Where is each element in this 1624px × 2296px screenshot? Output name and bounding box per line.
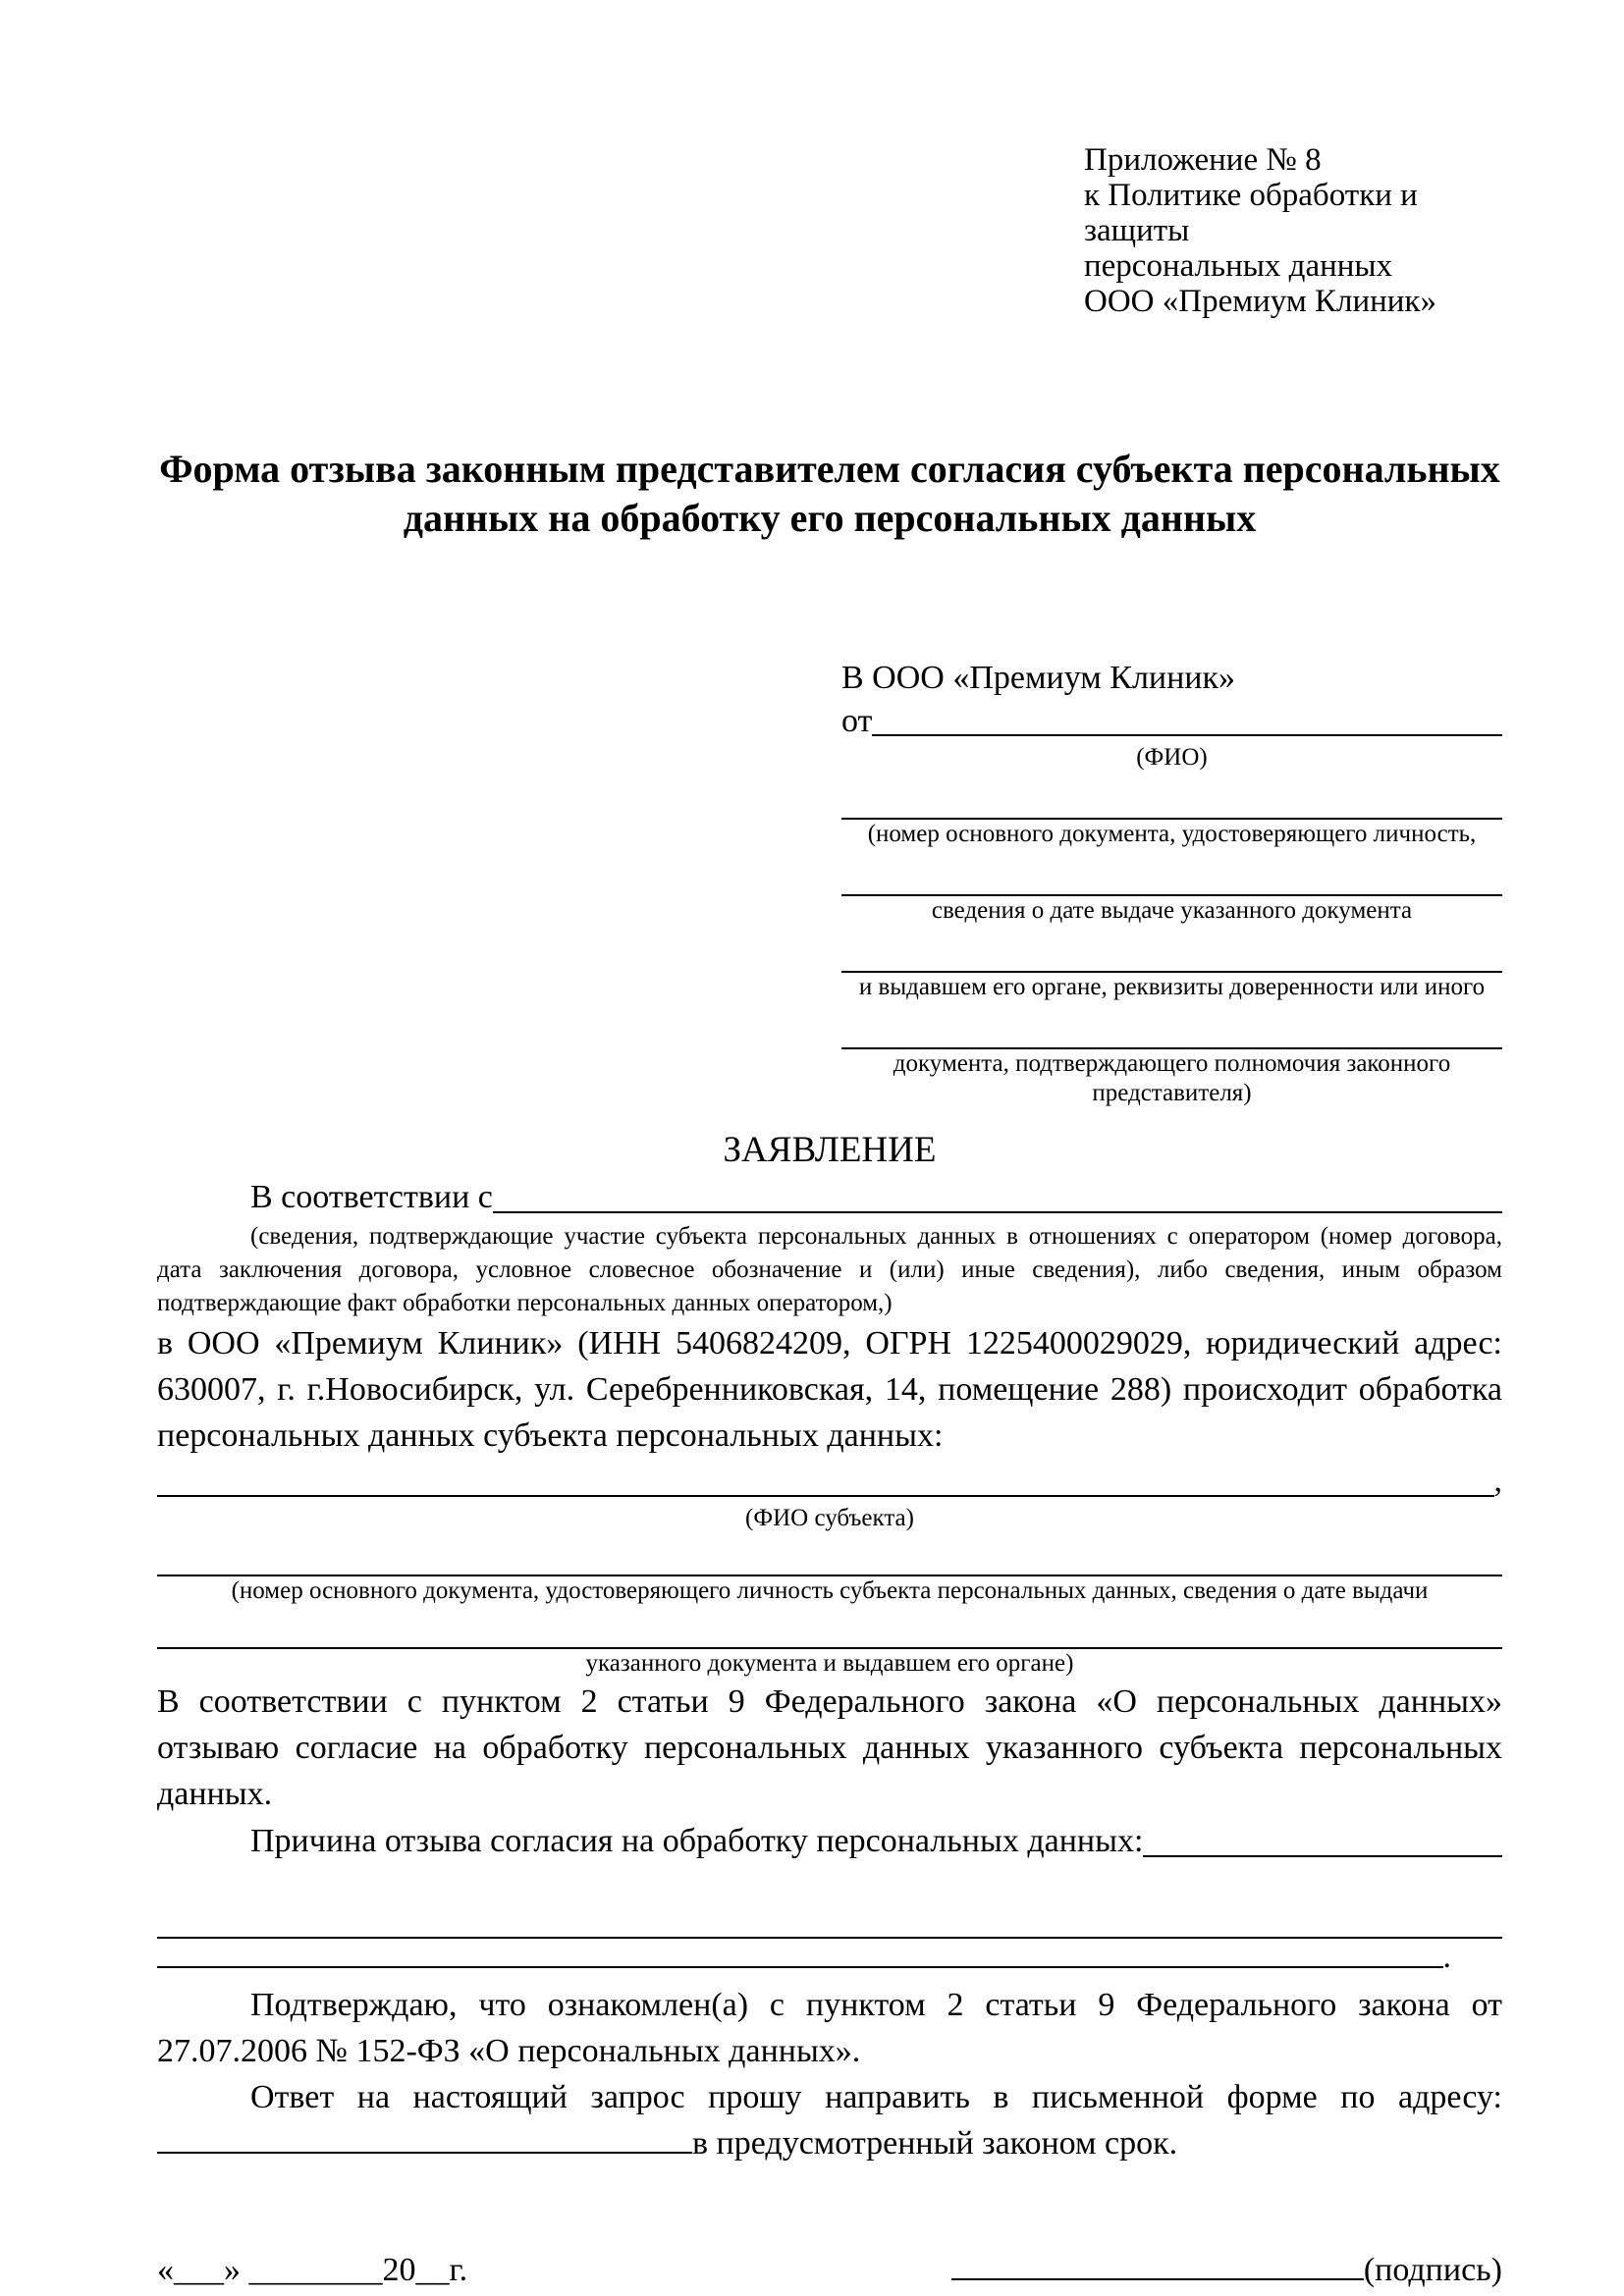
- signature-group: [951, 2247, 1502, 2292]
- fio-caption: (ФИО): [1136, 744, 1208, 771]
- reply-tail: в предусмотренный законом срок.: [692, 2125, 1178, 2162]
- reason-blank-line: [1143, 1855, 1502, 1857]
- reason-blank-row-3: [157, 1939, 1451, 1976]
- subject-fio-row: [157, 1459, 1502, 1504]
- subject-doc-blank-line: [157, 1533, 1502, 1576]
- annex-line: ООО «Премиум Клиник»: [1084, 284, 1436, 319]
- operator-paragraph: в ООО «Премиум Клиник» (ИНН 5406824209, ОГРН 1225400029029, юридический адрес: 630007, г. г.Новосибирск, ул. Серебренниковская, 14, помещение 288) происходит обработка персональных данных субъекта персональных данных:: [157, 1325, 1502, 1454]
- signature-blank-line: [951, 2247, 1364, 2280]
- basis-row: [157, 1175, 1502, 1220]
- subject-doc-blank-line: [157, 1606, 1502, 1649]
- annex-line: к Политике обработки и защиты: [1084, 178, 1418, 248]
- subject-fio-blank-line: [157, 1495, 1494, 1497]
- basis-label: В соответствии с: [250, 1179, 493, 1215]
- subject-line-suffix: ,: [1493, 1463, 1502, 1499]
- basis-blank-line: [493, 1211, 1502, 1213]
- subject-fio-caption: (ФИО субъекта): [745, 1505, 914, 1531]
- document-title: Форма отзыва законным представителем согласия субъекта персональных данных на обработку его персональных данных: [159, 447, 1500, 540]
- footer-row: [157, 2247, 1502, 2292]
- reason-blank-line-2: [157, 1897, 1502, 1939]
- confirm-paragraph: Подтверждаю, что ознакомлен(а) с пунктом 2 статьи 9 Федерального закона от 27.07.2006 № 152-ФЗ «О персональных данных».: [157, 1987, 1502, 2069]
- doc-caption: сведения о дате выдаче указанного документа: [931, 897, 1413, 924]
- reply-paragraph: Ответ на настоящий запрос прошу направить в письменной форме по адресу:: [250, 2079, 1502, 2115]
- subject-doc-caption: (номер основного документа, удостоверяющего личность субъекта персональных данных, сведения о дате выдачи: [231, 1577, 1429, 1604]
- doc-blank-line: [841, 776, 1502, 820]
- annex-line: Приложение № 8: [1084, 142, 1322, 178]
- annex-line: персональных данных: [1084, 248, 1393, 284]
- withdrawal-paragraph: В соответствии с пунктом 2 статьи 9 Федерального закона «О персональных данных» отзываю согласие на обработку персональных данных указанного субъекта персональных данных.: [157, 1683, 1502, 1812]
- doc-blank-line: [841, 930, 1502, 973]
- fio-blank-line: [872, 734, 1502, 736]
- doc-blank-line: [841, 853, 1502, 896]
- reason-label: Причина отзыва согласия на обработку персональных данных:: [250, 1823, 1144, 1859]
- from-row: [841, 700, 1502, 743]
- statement-heading: ЗАЯВЛЕНИЕ: [723, 1130, 937, 1170]
- doc-caption: и выдавшем его органе, реквизиты доверенности или иного: [858, 974, 1486, 1000]
- addressee-organization: В ООО «Премиум Клиник»: [841, 660, 1236, 696]
- from-label: от: [841, 703, 873, 739]
- signature-caption: (подпись): [1363, 2252, 1502, 2288]
- reply-address-row: [157, 2120, 1502, 2166]
- reason-row: [157, 1818, 1502, 1864]
- basis-caption: (сведения, подтверждающие участие субъекта персональных данных в отношениях с оператором (номер договора, дата заключения договора, условное словесное обозначение и (или) иные сведения), либо сведения, иным образом подтверждающие факт обработки персональных данных оператором,): [157, 1223, 1502, 1316]
- doc-caption: документа, подтверждающего полномочия законного представителя): [893, 1050, 1451, 1106]
- date-blank: «___» ________20__г.: [157, 2252, 468, 2288]
- doc-caption: (номер основного документа, удостоверяющего личность,: [867, 821, 1477, 847]
- subject-doc-caption: указанного документа и выдавшем его органе): [585, 1650, 1074, 1677]
- doc-blank-line: [841, 1006, 1502, 1049]
- reason-blank-line-3: [157, 1966, 1443, 1968]
- addressee-block: [841, 657, 1502, 1108]
- reply-address-blank-line: [157, 2120, 692, 2154]
- reason-blank-suffix: .: [1442, 1939, 1451, 1975]
- annex-reference: [1084, 142, 1502, 319]
